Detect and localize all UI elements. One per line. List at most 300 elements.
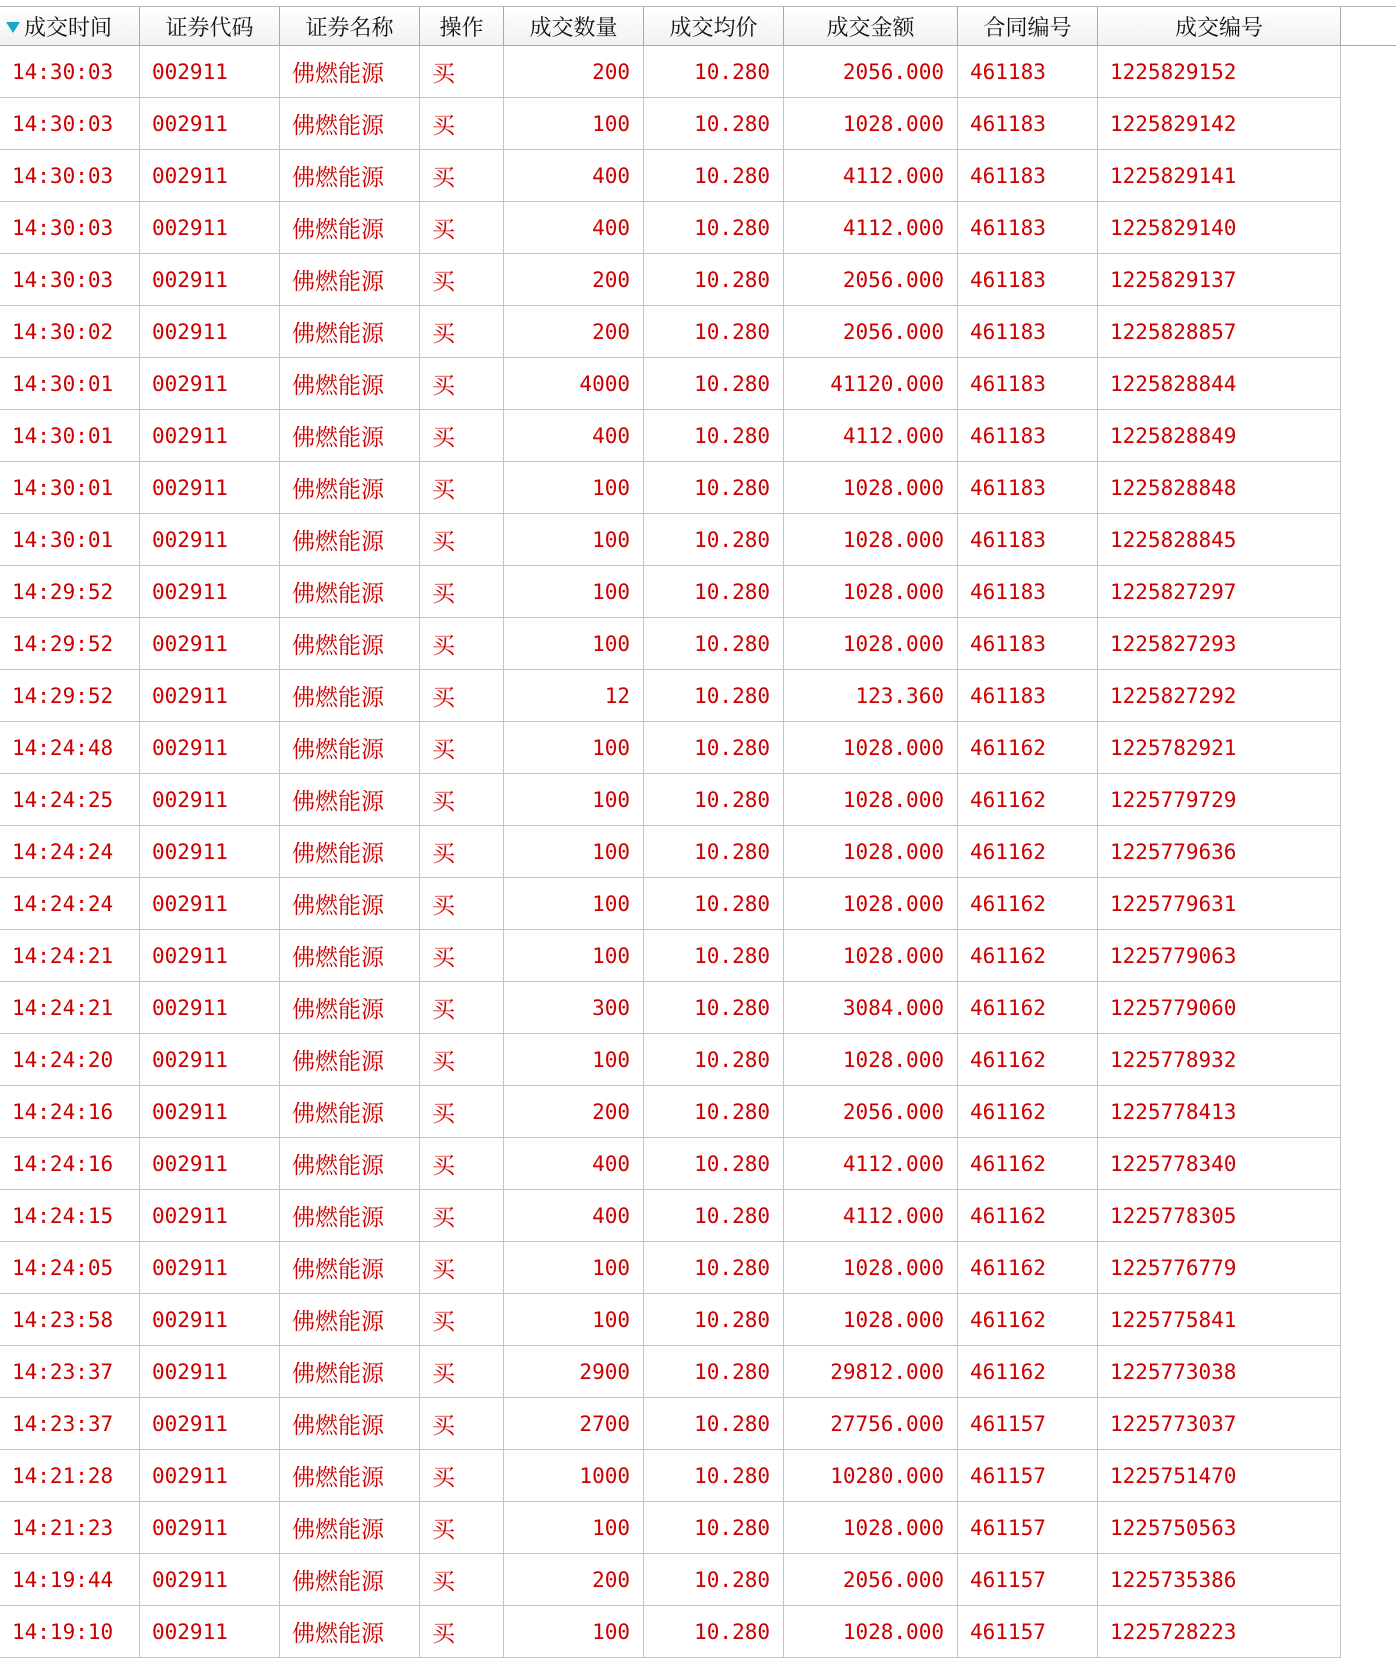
security-code-cell: 002911 (140, 1086, 280, 1138)
table-row[interactable] (0, 1502, 1396, 1554)
amount-cell: 2056.000 (784, 306, 958, 358)
avg-price-cell: 10.280 (644, 670, 784, 722)
trade-no-cell: 1225775841 (1098, 1294, 1341, 1346)
column-header-label: 成交均价 (669, 15, 758, 41)
amount-cell: 1028.000 (784, 618, 958, 670)
quantity-cell: 12 (504, 670, 644, 722)
quantity-cell: 200 (504, 1086, 644, 1138)
amount-cell: 29812.000 (784, 1346, 958, 1398)
trade-time-cell: 14:24:24 (0, 878, 140, 930)
contract-no-cell: 461183 (958, 306, 1098, 358)
amount-cell: 1028.000 (784, 1034, 958, 1086)
operation-cell: 买 (420, 722, 504, 774)
trade-time-cell: 14:19:10 (0, 1606, 140, 1658)
avg-price-cell: 10.280 (644, 1554, 784, 1606)
security-code-cell: 002911 (140, 618, 280, 670)
avg-price-cell: 10.280 (644, 150, 784, 202)
trade-no-cell: 1225728223 (1098, 1606, 1341, 1658)
contract-no-cell: 461162 (958, 1034, 1098, 1086)
trade-no-cell: 1225750563 (1098, 1502, 1341, 1554)
avg-price-cell: 10.280 (644, 410, 784, 462)
table-row[interactable] (0, 1606, 1396, 1658)
amount-cell: 2056.000 (784, 1554, 958, 1606)
table-row[interactable] (0, 358, 1396, 410)
amount-cell: 3084.000 (784, 982, 958, 1034)
amount-cell: 1028.000 (784, 462, 958, 514)
security-code-cell: 002911 (140, 514, 280, 566)
avg-price-cell: 10.280 (644, 462, 784, 514)
quantity-cell: 2700 (504, 1398, 644, 1450)
security-code-cell: 002911 (140, 1398, 280, 1450)
quantity-cell: 100 (504, 826, 644, 878)
table-row[interactable] (0, 254, 1396, 306)
quantity-cell: 400 (504, 202, 644, 254)
trade-time-cell: 14:24:20 (0, 1034, 140, 1086)
table-row[interactable] (0, 1138, 1396, 1190)
security-name-cell: 佛燃能源 (280, 1554, 420, 1606)
trade-time-cell: 14:23:37 (0, 1398, 140, 1450)
trade-no-cell: 1225773037 (1098, 1398, 1341, 1450)
contract-no-cell: 461183 (958, 618, 1098, 670)
security-name-cell: 佛燃能源 (280, 878, 420, 930)
security-name-cell: 佛燃能源 (280, 618, 420, 670)
amount-cell: 2056.000 (784, 1086, 958, 1138)
quantity-cell: 100 (504, 98, 644, 150)
table-row[interactable] (0, 982, 1396, 1034)
amount-cell: 1028.000 (784, 878, 958, 930)
trade-no-cell: 1225779729 (1098, 774, 1341, 826)
table-row[interactable] (0, 1034, 1396, 1086)
column-header-security-name[interactable] (280, 7, 420, 45)
security-name-cell: 佛燃能源 (280, 410, 420, 462)
operation-cell: 买 (420, 514, 504, 566)
operation-cell: 买 (420, 410, 504, 462)
contract-no-cell: 461183 (958, 98, 1098, 150)
amount-cell: 4112.000 (784, 202, 958, 254)
operation-cell: 买 (420, 670, 504, 722)
avg-price-cell: 10.280 (644, 1294, 784, 1346)
trade-no-cell: 1225778413 (1098, 1086, 1341, 1138)
column-header-label: 操作 (439, 15, 484, 41)
amount-cell: 1028.000 (784, 566, 958, 618)
column-header-contract-no[interactable] (958, 7, 1098, 45)
column-header-amount[interactable] (784, 7, 958, 45)
avg-price-cell: 10.280 (644, 1346, 784, 1398)
column-header-label: 成交金额 (826, 15, 915, 41)
security-name-cell: 佛燃能源 (280, 514, 420, 566)
trade-no-cell: 1225751470 (1098, 1450, 1341, 1502)
contract-no-cell: 461183 (958, 514, 1098, 566)
avg-price-cell: 10.280 (644, 1502, 784, 1554)
quantity-cell: 2900 (504, 1346, 644, 1398)
avg-price-cell: 10.280 (644, 566, 784, 618)
trade-time-cell: 14:24:21 (0, 930, 140, 982)
security-code-cell: 002911 (140, 306, 280, 358)
table-row[interactable] (0, 1398, 1396, 1450)
quantity-cell: 200 (504, 46, 644, 98)
security-name-cell: 佛燃能源 (280, 1294, 420, 1346)
trade-no-cell: 1225827292 (1098, 670, 1341, 722)
trade-time-cell: 14:30:01 (0, 462, 140, 514)
trade-no-cell: 1225778305 (1098, 1190, 1341, 1242)
trade-no-cell: 1225828848 (1098, 462, 1341, 514)
security-code-cell: 002911 (140, 46, 280, 98)
security-code-cell: 002911 (140, 722, 280, 774)
security-code-cell: 002911 (140, 1554, 280, 1606)
table-body (0, 46, 1396, 1658)
trade-time-cell: 14:30:01 (0, 410, 140, 462)
quantity-cell: 200 (504, 1554, 644, 1606)
table-row[interactable] (0, 722, 1396, 774)
avg-price-cell: 10.280 (644, 46, 784, 98)
security-code-cell: 002911 (140, 1502, 280, 1554)
operation-cell: 买 (420, 1398, 504, 1450)
contract-no-cell: 461183 (958, 150, 1098, 202)
security-name-cell: 佛燃能源 (280, 826, 420, 878)
trade-records-table (0, 6, 1396, 1658)
operation-cell: 买 (420, 618, 504, 670)
quantity-cell: 400 (504, 1190, 644, 1242)
trade-no-cell: 1225829141 (1098, 150, 1341, 202)
contract-no-cell: 461162 (958, 1190, 1098, 1242)
avg-price-cell: 10.280 (644, 1242, 784, 1294)
security-code-cell: 002911 (140, 1294, 280, 1346)
contract-no-cell: 461162 (958, 1294, 1098, 1346)
security-code-cell: 002911 (140, 774, 280, 826)
column-header-label: 证券代码 (165, 15, 254, 41)
table-row[interactable] (0, 410, 1396, 462)
table-row[interactable] (0, 930, 1396, 982)
security-code-cell: 002911 (140, 1346, 280, 1398)
trade-no-cell: 1225773038 (1098, 1346, 1341, 1398)
column-header-label: 成交数量 (529, 15, 618, 41)
quantity-cell: 100 (504, 1242, 644, 1294)
security-name-cell: 佛燃能源 (280, 1034, 420, 1086)
trade-time-cell: 14:24:21 (0, 982, 140, 1034)
operation-cell: 买 (420, 878, 504, 930)
contract-no-cell: 461157 (958, 1606, 1098, 1658)
avg-price-cell: 10.280 (644, 1086, 784, 1138)
table-row[interactable] (0, 1450, 1396, 1502)
table-row[interactable] (0, 1554, 1396, 1606)
table-row[interactable] (0, 1190, 1396, 1242)
amount-cell: 4112.000 (784, 410, 958, 462)
amount-cell: 1028.000 (784, 1294, 958, 1346)
contract-no-cell: 461162 (958, 826, 1098, 878)
trade-no-cell: 1225735386 (1098, 1554, 1341, 1606)
trade-time-cell: 14:24:48 (0, 722, 140, 774)
operation-cell: 买 (420, 150, 504, 202)
security-code-cell: 002911 (140, 566, 280, 618)
trade-time-cell: 14:30:01 (0, 358, 140, 410)
quantity-cell: 100 (504, 1606, 644, 1658)
trade-no-cell: 1225829152 (1098, 46, 1341, 98)
operation-cell: 买 (420, 1450, 504, 1502)
quantity-cell: 100 (504, 618, 644, 670)
trade-time-cell: 14:30:01 (0, 514, 140, 566)
quantity-cell: 100 (504, 1034, 644, 1086)
column-header-label: 成交编号 (1174, 15, 1263, 41)
security-code-cell: 002911 (140, 462, 280, 514)
contract-no-cell: 461162 (958, 982, 1098, 1034)
trade-time-cell: 14:23:37 (0, 1346, 140, 1398)
security-name-cell: 佛燃能源 (280, 774, 420, 826)
operation-cell: 买 (420, 358, 504, 410)
security-name-cell: 佛燃能源 (280, 1190, 420, 1242)
security-name-cell: 佛燃能源 (280, 358, 420, 410)
security-name-cell: 佛燃能源 (280, 1346, 420, 1398)
trade-no-cell: 1225779060 (1098, 982, 1341, 1034)
operation-cell: 买 (420, 1294, 504, 1346)
trade-no-cell: 1225828844 (1098, 358, 1341, 410)
trade-time-cell: 14:30:02 (0, 306, 140, 358)
quantity-cell: 200 (504, 306, 644, 358)
column-header-avg-price[interactable] (644, 7, 784, 45)
amount-cell: 27756.000 (784, 1398, 958, 1450)
trade-time-cell: 14:24:24 (0, 826, 140, 878)
quantity-cell: 100 (504, 462, 644, 514)
trade-time-cell: 14:30:03 (0, 98, 140, 150)
avg-price-cell: 10.280 (644, 982, 784, 1034)
operation-cell: 买 (420, 462, 504, 514)
amount-cell: 1028.000 (784, 1606, 958, 1658)
table-row[interactable] (0, 618, 1396, 670)
trade-time-cell: 14:24:15 (0, 1190, 140, 1242)
contract-no-cell: 461183 (958, 670, 1098, 722)
contract-no-cell: 461162 (958, 1138, 1098, 1190)
operation-cell: 买 (420, 98, 504, 150)
operation-cell: 买 (420, 826, 504, 878)
avg-price-cell: 10.280 (644, 930, 784, 982)
quantity-cell: 300 (504, 982, 644, 1034)
trade-no-cell: 1225827293 (1098, 618, 1341, 670)
table-row[interactable] (0, 774, 1396, 826)
security-code-cell: 002911 (140, 982, 280, 1034)
trade-time-cell: 14:21:23 (0, 1502, 140, 1554)
security-name-cell: 佛燃能源 (280, 202, 420, 254)
quantity-cell: 4000 (504, 358, 644, 410)
trade-time-cell: 14:24:05 (0, 1242, 140, 1294)
avg-price-cell: 10.280 (644, 98, 784, 150)
security-name-cell: 佛燃能源 (280, 254, 420, 306)
operation-cell: 买 (420, 1346, 504, 1398)
operation-cell: 买 (420, 1554, 504, 1606)
operation-cell: 买 (420, 1138, 504, 1190)
quantity-cell: 400 (504, 1138, 644, 1190)
contract-no-cell: 461162 (958, 1242, 1098, 1294)
security-code-cell: 002911 (140, 878, 280, 930)
sort-descending-icon (6, 22, 20, 33)
table-row[interactable] (0, 1242, 1396, 1294)
amount-cell: 1028.000 (784, 722, 958, 774)
trade-no-cell: 1225828857 (1098, 306, 1341, 358)
table-row[interactable] (0, 1346, 1396, 1398)
table-row[interactable] (0, 202, 1396, 254)
avg-price-cell: 10.280 (644, 774, 784, 826)
avg-price-cell: 10.280 (644, 306, 784, 358)
operation-cell: 买 (420, 1190, 504, 1242)
amount-cell: 2056.000 (784, 46, 958, 98)
operation-cell: 买 (420, 774, 504, 826)
column-header-trade-time[interactable] (0, 7, 140, 45)
column-header-operation[interactable] (420, 7, 504, 45)
amount-cell: 41120.000 (784, 358, 958, 410)
trade-no-cell: 1225827297 (1098, 566, 1341, 618)
security-name-cell: 佛燃能源 (280, 722, 420, 774)
trade-no-cell: 1225778932 (1098, 1034, 1341, 1086)
table-row[interactable] (0, 514, 1396, 566)
avg-price-cell: 10.280 (644, 358, 784, 410)
contract-no-cell: 461183 (958, 410, 1098, 462)
trade-time-cell: 14:23:58 (0, 1294, 140, 1346)
security-code-cell: 002911 (140, 410, 280, 462)
operation-cell: 买 (420, 1606, 504, 1658)
table-row[interactable] (0, 670, 1396, 722)
trade-time-cell: 14:21:28 (0, 1450, 140, 1502)
table-row[interactable] (0, 98, 1396, 150)
contract-no-cell: 461162 (958, 930, 1098, 982)
avg-price-cell: 10.280 (644, 1450, 784, 1502)
security-code-cell: 002911 (140, 1242, 280, 1294)
quantity-cell: 400 (504, 150, 644, 202)
table-row[interactable] (0, 306, 1396, 358)
trade-no-cell: 1225828849 (1098, 410, 1341, 462)
avg-price-cell: 10.280 (644, 878, 784, 930)
table-row[interactable] (0, 462, 1396, 514)
amount-cell: 1028.000 (784, 98, 958, 150)
security-code-cell: 002911 (140, 254, 280, 306)
quantity-cell: 100 (504, 566, 644, 618)
table-row[interactable] (0, 826, 1396, 878)
column-header-label: 证券名称 (305, 15, 394, 41)
contract-no-cell: 461183 (958, 566, 1098, 618)
operation-cell: 买 (420, 566, 504, 618)
trade-time-cell: 14:29:52 (0, 618, 140, 670)
security-code-cell: 002911 (140, 202, 280, 254)
security-name-cell: 佛燃能源 (280, 930, 420, 982)
security-code-cell: 002911 (140, 670, 280, 722)
security-code-cell: 002911 (140, 358, 280, 410)
table-row[interactable] (0, 878, 1396, 930)
table-row[interactable] (0, 1294, 1396, 1346)
security-name-cell: 佛燃能源 (280, 1502, 420, 1554)
security-name-cell: 佛燃能源 (280, 1086, 420, 1138)
security-name-cell: 佛燃能源 (280, 1242, 420, 1294)
contract-no-cell: 461162 (958, 722, 1098, 774)
avg-price-cell: 10.280 (644, 514, 784, 566)
trade-time-cell: 14:19:44 (0, 1554, 140, 1606)
security-name-cell: 佛燃能源 (280, 150, 420, 202)
quantity-cell: 100 (504, 930, 644, 982)
security-name-cell: 佛燃能源 (280, 1606, 420, 1658)
operation-cell: 买 (420, 982, 504, 1034)
security-code-cell: 002911 (140, 98, 280, 150)
table-row[interactable] (0, 1086, 1396, 1138)
trade-no-cell: 1225829142 (1098, 98, 1341, 150)
security-name-cell: 佛燃能源 (280, 982, 420, 1034)
security-name-cell: 佛燃能源 (280, 1138, 420, 1190)
trade-time-cell: 14:30:03 (0, 150, 140, 202)
quantity-cell: 1000 (504, 1450, 644, 1502)
trade-no-cell: 1225829137 (1098, 254, 1341, 306)
contract-no-cell: 461183 (958, 202, 1098, 254)
quantity-cell: 100 (504, 774, 644, 826)
column-header-trade-no[interactable] (1098, 7, 1341, 45)
avg-price-cell: 10.280 (644, 202, 784, 254)
quantity-cell: 400 (504, 410, 644, 462)
amount-cell: 1028.000 (784, 930, 958, 982)
operation-cell: 买 (420, 930, 504, 982)
amount-cell: 10280.000 (784, 1450, 958, 1502)
avg-price-cell: 10.280 (644, 618, 784, 670)
contract-no-cell: 461162 (958, 878, 1098, 930)
trade-no-cell: 1225778340 (1098, 1138, 1341, 1190)
operation-cell: 买 (420, 306, 504, 358)
avg-price-cell: 10.280 (644, 1398, 784, 1450)
security-name-cell: 佛燃能源 (280, 306, 420, 358)
trade-time-cell: 14:29:52 (0, 566, 140, 618)
trade-no-cell: 1225776779 (1098, 1242, 1341, 1294)
quantity-cell: 100 (504, 1502, 644, 1554)
security-code-cell: 002911 (140, 1138, 280, 1190)
amount-cell: 1028.000 (784, 826, 958, 878)
contract-no-cell: 461157 (958, 1450, 1098, 1502)
security-code-cell: 002911 (140, 1450, 280, 1502)
trade-no-cell: 1225782921 (1098, 722, 1341, 774)
trade-time-cell: 14:30:03 (0, 254, 140, 306)
operation-cell: 买 (420, 1086, 504, 1138)
table-row[interactable] (0, 150, 1396, 202)
operation-cell: 买 (420, 1242, 504, 1294)
amount-cell: 4112.000 (784, 1138, 958, 1190)
column-header-quantity[interactable] (504, 7, 644, 45)
avg-price-cell: 10.280 (644, 722, 784, 774)
security-code-cell: 002911 (140, 1034, 280, 1086)
security-code-cell: 002911 (140, 1190, 280, 1242)
column-header-label: 成交时间 (24, 15, 113, 41)
operation-cell: 买 (420, 1502, 504, 1554)
quantity-cell: 100 (504, 1294, 644, 1346)
amount-cell: 1028.000 (784, 1502, 958, 1554)
operation-cell: 买 (420, 254, 504, 306)
trade-time-cell: 14:24:25 (0, 774, 140, 826)
security-name-cell: 佛燃能源 (280, 1398, 420, 1450)
avg-price-cell: 10.280 (644, 254, 784, 306)
trade-time-cell: 14:30:03 (0, 202, 140, 254)
amount-cell: 4112.000 (784, 1190, 958, 1242)
contract-no-cell: 461162 (958, 1346, 1098, 1398)
column-header-label: 合同编号 (983, 15, 1072, 41)
amount-cell: 123.360 (784, 670, 958, 722)
contract-no-cell: 461183 (958, 462, 1098, 514)
contract-no-cell: 461157 (958, 1502, 1098, 1554)
operation-cell: 买 (420, 1034, 504, 1086)
security-code-cell: 002911 (140, 150, 280, 202)
table-row[interactable] (0, 566, 1396, 618)
contract-no-cell: 461183 (958, 254, 1098, 306)
trade-time-cell: 14:29:52 (0, 670, 140, 722)
trade-time-cell: 14:30:03 (0, 46, 140, 98)
avg-price-cell: 10.280 (644, 826, 784, 878)
trade-time-cell: 14:24:16 (0, 1138, 140, 1190)
contract-no-cell: 461162 (958, 774, 1098, 826)
column-header-security-code[interactable] (140, 7, 280, 45)
table-row[interactable] (0, 46, 1396, 98)
quantity-cell: 100 (504, 514, 644, 566)
trade-no-cell: 1225828845 (1098, 514, 1341, 566)
operation-cell: 买 (420, 46, 504, 98)
contract-no-cell: 461183 (958, 46, 1098, 98)
